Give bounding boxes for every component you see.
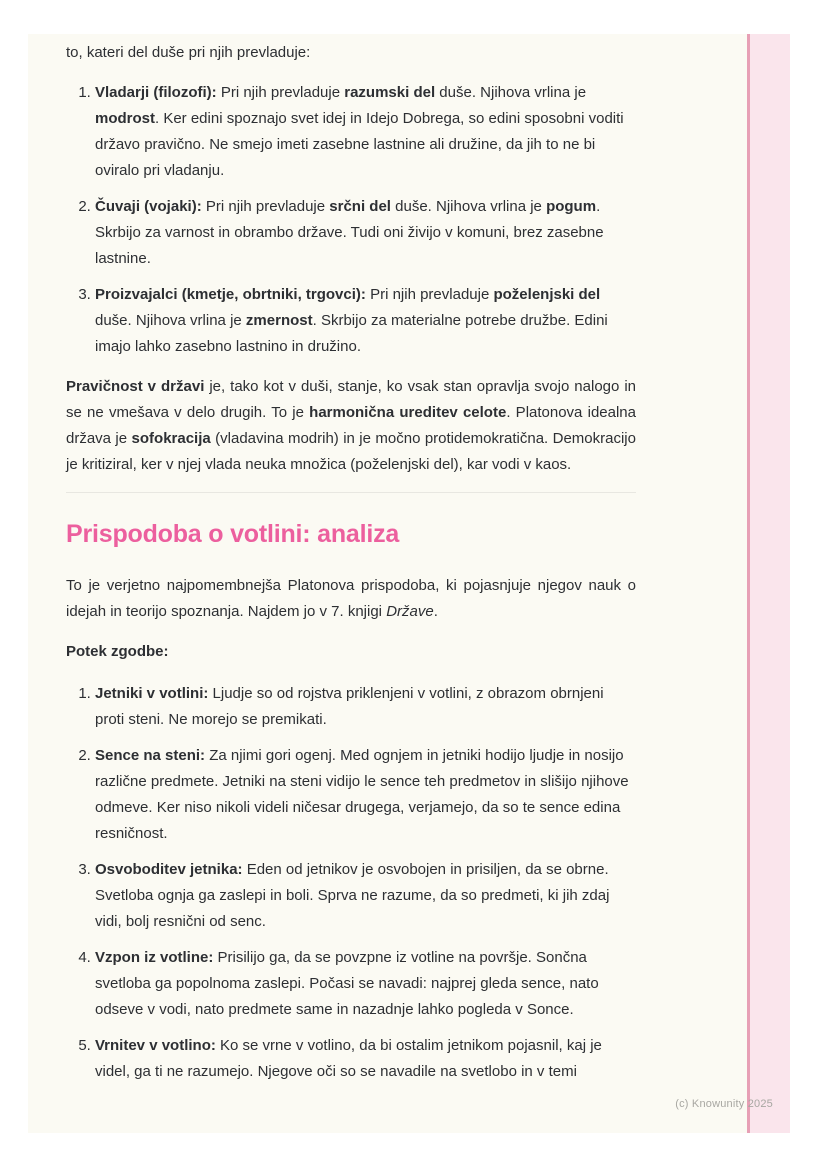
list-item: 1. Jetniki v votlini: Ljudje so od rojstva priklenjeni v votlini, z obrazom obrnjeni proti steni. Ne morejo se premikati.: [95, 681, 636, 733]
list-item: 1. Vladarji (filozofi): Pri njih prevladuje razumski del duše. Njihova vrlina je modrost. Ker edini spoznajo svet idej in Idejo Dobrega, so edini sposobni voditi državo pravično. Ne smejo imeti zasebne lastnine ali družine, da jih to ne bi oviralo pri vladanju.: [95, 80, 636, 184]
soul-classes-list: [66, 80, 636, 360]
page-content: [66, 40, 636, 1099]
section-heading: Prispodoba o votlini: analiza: [66, 520, 400, 548]
justice-paragraph: Pravičnost v državi je, tako kot v duši, stanje, ko vsak stan opravlja svojo nalogo in se ne vmešava v delo drugih. To je harmonična ureditev celote. Platonova idealna država je sofokracija (vladavina modrih) in je močno protidemokratična. Demokracijo je kritiziral, ker v njej vlada neuka množica (poželenjski del), kar vodi v kaos.: [66, 378, 636, 473]
list-item: 2. Sence na steni: Za njimi gori ogenj. Med ognjem in jetniki hodijo ljudje in nosijo različne predmete. Jetniki na steni vidijo le sence teh predmetov in slišijo njihove odmeve. Ker niso nikoli videli ničesar drugega, verjamejo, da so te sence edina resničnost.: [95, 743, 636, 847]
cave-intro-paragraph: To je verjetno najpomembnejša Platonova prispodoba, ki pojasnjuje njegov nauk o idejah in teorijo spoznanja. Najdem jo v 7. knjigi Države.: [66, 577, 636, 620]
intro-paragraph: to, kateri del duše pri njih prevladuje:: [66, 44, 311, 61]
story-subheading: Potek zgodbe:: [66, 643, 169, 660]
list-item: 4. Vzpon iz votline: Prisilijo ga, da se povzpne iz votline na površje. Sončna svetloba ga popolnoma zaslepi. Počasi se navadi: najprej gleda sence, nato odseve v vodi, nato predmete same in nazadnje lahko pogleda v Sonce.: [95, 945, 636, 1023]
story-steps-list: [66, 681, 636, 1085]
list-item: 3. Osvoboditev jetnika: Eden od jetnikov je osvobojen in prisiljen, da se obrne. Svetloba ognja ga zaslepi in boli. Sprva ne razume, da so predmeti, ki jih zdaj vidi, bolj resnični od senc.: [95, 857, 636, 935]
section-divider: [66, 492, 636, 493]
document-page: [28, 34, 790, 1133]
list-item: 2. Čuvaji (vojaki): Pri njih prevladuje srčni del duše. Njihova vrlina je pogum. Skrbijo za varnost in obrambo države. Tudi oni živijo v komuni, brez zasebne lastnine.: [95, 194, 636, 272]
copyright-watermark: (c) Knowunity 2025: [675, 1098, 773, 1110]
page-edge-stripe: [747, 34, 790, 1133]
list-item: 3. Proizvajalci (kmetje, obrtniki, trgovci): Pri njih prevladuje poželenjski del duše. Njihova vrlina je zmernost. Skrbijo za materialne potrebe družbe. Edini imajo lahko zasebno lastnino in družino.: [95, 282, 636, 360]
list-item: 5. Vrnitev v votlino: Ko se vrne v votlino, da bi ostalim jetnikom pojasnil, kaj je videl, ga ti ne razumejo. Njegove oči so se navadile na svetlobo in v temi: [95, 1033, 636, 1085]
